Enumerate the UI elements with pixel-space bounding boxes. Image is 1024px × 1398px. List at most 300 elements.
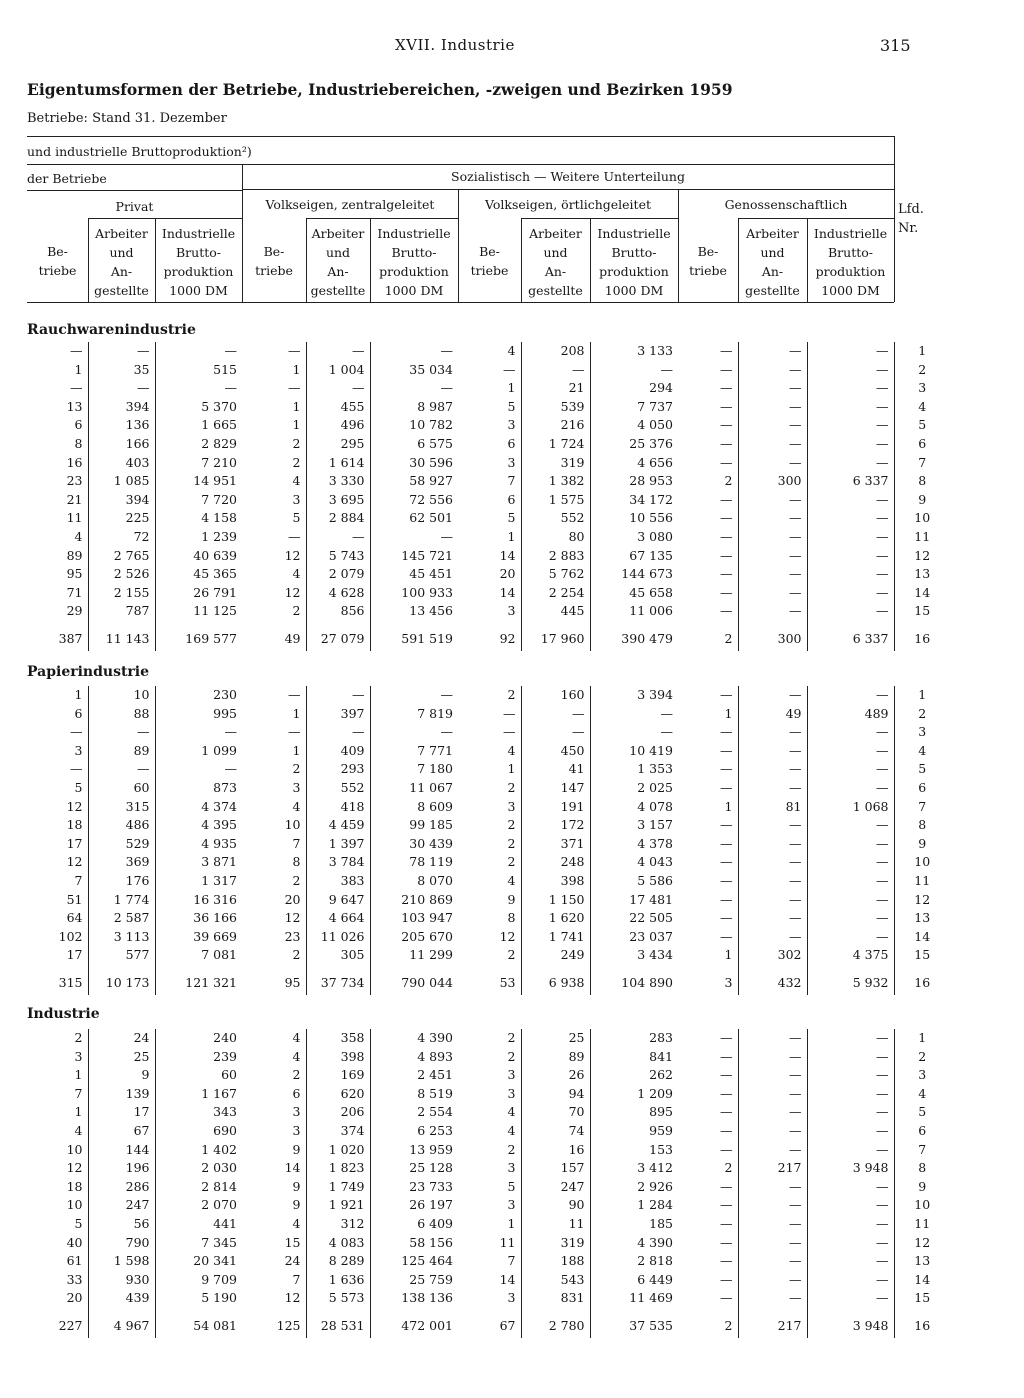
- table-cell: —: [738, 928, 807, 947]
- table-cell: 6 253: [370, 1122, 458, 1141]
- table-cell: 25 376: [590, 435, 678, 454]
- table-cell: 247: [521, 1178, 590, 1197]
- table-cell: 157: [521, 1159, 590, 1178]
- table-cell: 2: [292, 454, 301, 470]
- header-rule-3b: [242, 189, 894, 190]
- data-table-industrie: [0, 1029, 946, 1338]
- page-title: Eigentumsformen der Betriebe, Industriebereichen, -zweigen und Bezirken 1959: [27, 80, 733, 99]
- table-cell: 294: [590, 379, 678, 398]
- table-cell: 262: [590, 1066, 678, 1085]
- table-cell: 455: [306, 398, 370, 417]
- table-cell: 3 784: [306, 853, 370, 872]
- table-cell: 9 709: [155, 1271, 242, 1290]
- table-row: [0, 835, 946, 854]
- row-number-cell: 3: [894, 723, 946, 742]
- table-row: [0, 779, 946, 798]
- table-cell: —: [720, 1234, 733, 1250]
- table-cell: 895: [590, 1103, 678, 1122]
- table-cell: 11 125: [155, 602, 242, 621]
- table-cell: —: [738, 454, 807, 473]
- row-number-cell: 15: [894, 602, 946, 621]
- table-cell: 5 573: [306, 1289, 370, 1308]
- table-cell: 125 464: [370, 1252, 458, 1271]
- table-total-row: [0, 1308, 946, 1338]
- table-cell: —: [807, 723, 894, 742]
- table-cell: 37 535: [590, 1308, 678, 1338]
- row-number-cell: 2: [894, 705, 946, 724]
- table-cell: 172: [521, 816, 590, 835]
- table-cell: 3: [74, 742, 83, 758]
- table-cell: 139: [88, 1085, 155, 1104]
- table-cell: —: [720, 687, 733, 702]
- table-cell: 1: [724, 798, 733, 814]
- header-rule-top: [27, 136, 894, 137]
- table-cell: 206: [306, 1103, 370, 1122]
- table-cell: 208: [521, 342, 590, 361]
- table-cell: —: [720, 1215, 733, 1231]
- table-cell: 10: [284, 817, 301, 833]
- table-cell: —: [807, 928, 894, 947]
- table-row: [0, 379, 946, 398]
- table-cell: 5: [507, 1178, 516, 1194]
- table-row: [0, 1159, 946, 1178]
- table-cell: —: [807, 547, 894, 566]
- table-cell: 790 044: [370, 965, 458, 995]
- table-cell: —: [738, 342, 807, 361]
- table-cell: —: [738, 1196, 807, 1215]
- table-cell: 100 933: [370, 584, 458, 603]
- table-cell: 3: [507, 1085, 516, 1101]
- table-cell: 1 620: [521, 909, 590, 928]
- table-cell: —: [720, 872, 733, 888]
- row-number-cell: 13: [894, 1252, 946, 1271]
- table-row: [0, 1029, 946, 1048]
- table-cell: 12: [66, 1160, 83, 1176]
- table-cell: 102: [58, 928, 83, 944]
- table-cell: 3: [292, 491, 301, 507]
- table-cell: 398: [521, 872, 590, 891]
- table-cell: 841: [590, 1048, 678, 1067]
- table-cell: —: [288, 343, 301, 358]
- table-row: [0, 602, 946, 621]
- table-cell: 3: [507, 603, 516, 619]
- table-cell: 74: [521, 1122, 590, 1141]
- table-cell: 11: [499, 1234, 516, 1250]
- table-cell: 10: [66, 1197, 83, 1213]
- table-cell: 2: [292, 947, 301, 963]
- table-cell: 3: [74, 1048, 83, 1064]
- table-cell: —: [720, 742, 733, 758]
- row-number-cell: 6: [894, 1122, 946, 1141]
- table-cell: —: [288, 687, 301, 702]
- table-cell: 397: [306, 705, 370, 724]
- table-cell: 2: [292, 761, 301, 777]
- table-cell: —: [738, 723, 807, 742]
- table-cell: 8: [507, 910, 516, 926]
- table-total-row: [0, 965, 946, 995]
- table-cell: 12: [284, 910, 301, 926]
- table-cell: 54 081: [155, 1308, 242, 1338]
- table-cell: 169 577: [155, 621, 242, 651]
- table-cell: 3: [292, 1104, 301, 1120]
- table-cell: —: [720, 1067, 733, 1083]
- table-cell: 28 531: [306, 1308, 370, 1338]
- section-title-papier: Papierindustrie: [27, 664, 150, 680]
- table-cell: 89: [66, 547, 83, 563]
- table-cell: 4 390: [590, 1234, 678, 1253]
- table-cell: —: [306, 379, 370, 398]
- table-cell: 6: [74, 705, 83, 721]
- table-cell: 1: [292, 742, 301, 758]
- table-cell: —: [720, 910, 733, 926]
- table-cell: 4 893: [370, 1048, 458, 1067]
- table-cell: 17: [88, 1103, 155, 1122]
- table-cell: —: [720, 1104, 733, 1120]
- table-row: [0, 491, 946, 510]
- table-cell: —: [720, 1271, 733, 1287]
- table-cell: 1: [292, 417, 301, 433]
- row-number-cell: 10: [894, 853, 946, 872]
- table-cell: —: [738, 1234, 807, 1253]
- table-cell: 315: [58, 974, 83, 990]
- table-cell: 67 135: [590, 547, 678, 566]
- table-cell: 71: [66, 584, 83, 600]
- table-cell: —: [738, 779, 807, 798]
- table-cell: 552: [306, 779, 370, 798]
- table-row: [0, 1215, 946, 1234]
- table-cell: —: [738, 1271, 807, 1290]
- table-cell: 8 070: [370, 872, 458, 891]
- table-cell: 4: [292, 1215, 301, 1231]
- table-row: [0, 1234, 946, 1253]
- table-cell: —: [807, 1289, 894, 1308]
- table-cell: 4: [507, 1104, 516, 1120]
- table-cell: 40: [66, 1234, 83, 1250]
- table-cell: —: [807, 509, 894, 528]
- table-cell: 29: [66, 603, 83, 619]
- table-cell: 3 157: [590, 816, 678, 835]
- table-row: [0, 816, 946, 835]
- table-cell: —: [88, 342, 155, 361]
- table-cell: —: [738, 435, 807, 454]
- table-cell: —: [807, 1122, 894, 1141]
- table-cell: 13 456: [370, 602, 458, 621]
- row-number-cell: 10: [894, 509, 946, 528]
- table-cell: 1 665: [155, 416, 242, 435]
- table-cell: 4 656: [590, 454, 678, 473]
- table-cell: 1 167: [155, 1085, 242, 1104]
- header-lfd: Lfd.: [898, 202, 924, 217]
- table-cell: 247: [88, 1196, 155, 1215]
- table-cell: 6 938: [521, 965, 590, 995]
- table-cell: 3 434: [590, 946, 678, 965]
- table-cell: 10 419: [590, 742, 678, 761]
- table-cell: 4: [507, 742, 516, 758]
- row-number-cell: 12: [894, 891, 946, 910]
- table-cell: 210 869: [370, 891, 458, 910]
- table-cell: 14: [499, 547, 516, 563]
- table-cell: 30 596: [370, 454, 458, 473]
- table-cell: 4 083: [306, 1234, 370, 1253]
- table-cell: 35 034: [370, 361, 458, 380]
- table-cell: 36 166: [155, 909, 242, 928]
- table-cell: 6 409: [370, 1215, 458, 1234]
- col-arbeiter-oertlich: Arbeiter und An- gestellte: [528, 226, 583, 298]
- table-cell: 15: [284, 1234, 301, 1250]
- table-cell: —: [720, 928, 733, 944]
- table-cell: 144: [88, 1141, 155, 1160]
- table-cell: 217: [738, 1159, 807, 1178]
- table-cell: —: [720, 835, 733, 851]
- table-cell: 240: [155, 1029, 242, 1048]
- header-top-label: und industrielle Bruttoproduktion²): [27, 144, 252, 159]
- table-cell: —: [720, 435, 733, 451]
- table-cell: 25: [88, 1048, 155, 1067]
- table-cell: 6 449: [590, 1271, 678, 1290]
- table-cell: 3: [292, 1122, 301, 1138]
- header-rule-4b: [306, 218, 458, 219]
- table-cell: 4 374: [155, 798, 242, 817]
- table-cell: 439: [88, 1289, 155, 1308]
- table-cell: 51: [66, 891, 83, 907]
- table-cell: —: [88, 379, 155, 398]
- table-cell: 28 953: [590, 472, 678, 491]
- table-cell: 169: [306, 1066, 370, 1085]
- table-cell: —: [807, 909, 894, 928]
- table-cell: 305: [306, 946, 370, 965]
- table-cell: 489: [807, 705, 894, 724]
- table-cell: —: [738, 1178, 807, 1197]
- table-row: [0, 853, 946, 872]
- table-cell: 23: [66, 473, 83, 489]
- table-cell: 1: [74, 1067, 83, 1083]
- row-number-cell: 12: [894, 1234, 946, 1253]
- col-betriebe-genossen: Be- triebe: [689, 244, 727, 278]
- table-cell: 12: [284, 1290, 301, 1306]
- table-cell: 191: [521, 798, 590, 817]
- table-cell: —: [720, 343, 733, 358]
- table-cell: —: [738, 509, 807, 528]
- table-row: [0, 416, 946, 435]
- table-cell: —: [720, 779, 733, 795]
- table-cell: —: [155, 379, 242, 398]
- table-cell: —: [807, 342, 894, 361]
- row-number-cell: 14: [894, 1271, 946, 1290]
- running-title: XVII. Industrie: [395, 36, 515, 54]
- table-cell: —: [738, 1141, 807, 1160]
- table-cell: 95: [284, 974, 301, 990]
- table-cell: 1: [507, 761, 516, 777]
- table-cell: 3: [507, 1290, 516, 1306]
- table-row: [0, 798, 946, 817]
- table-cell: 14: [499, 1271, 516, 1287]
- table-cell: 11 006: [590, 602, 678, 621]
- table-cell: —: [370, 379, 458, 398]
- table-cell: 4 390: [370, 1029, 458, 1048]
- table-cell: 94: [521, 1085, 590, 1104]
- table-cell: 24: [284, 1253, 301, 1269]
- table-cell: 2: [507, 854, 516, 870]
- table-cell: —: [590, 361, 678, 380]
- table-cell: —: [807, 361, 894, 380]
- table-cell: 60: [155, 1066, 242, 1085]
- table-cell: 11: [521, 1215, 590, 1234]
- table-cell: 5: [507, 510, 516, 526]
- table-cell: 1 209: [590, 1085, 678, 1104]
- table-cell: 249: [521, 946, 590, 965]
- table-cell: 104 890: [590, 965, 678, 995]
- table-cell: —: [720, 566, 733, 582]
- table-cell: 2: [724, 1160, 733, 1176]
- table-cell: 2: [292, 1067, 301, 1083]
- table-cell: 37 734: [306, 965, 370, 995]
- table-cell: 2: [292, 603, 301, 619]
- table-cell: 7 771: [370, 742, 458, 761]
- table-cell: 6 337: [807, 472, 894, 491]
- table-cell: 25 128: [370, 1159, 458, 1178]
- table-cell: 2 254: [521, 584, 590, 603]
- table-cell: 1 353: [590, 760, 678, 779]
- table-cell: —: [738, 416, 807, 435]
- table-cell: 10: [66, 1141, 83, 1157]
- row-number-cell: 11: [894, 872, 946, 891]
- table-cell: 9: [88, 1066, 155, 1085]
- table-cell: 21: [66, 491, 83, 507]
- col-produktion-genossen: Industrielle Brutto- produktion 1000 DM: [813, 226, 888, 298]
- table-cell: —: [738, 742, 807, 761]
- table-cell: —: [155, 760, 242, 779]
- table-row: [0, 361, 946, 380]
- table-row: [0, 946, 946, 965]
- table-cell: 34 172: [590, 491, 678, 510]
- row-number-cell: 15: [894, 1289, 946, 1308]
- table-cell: 11 469: [590, 1289, 678, 1308]
- table-cell: 45 365: [155, 565, 242, 584]
- table-cell: —: [720, 1122, 733, 1138]
- table-cell: 12: [284, 547, 301, 563]
- table-total-row: [0, 621, 946, 651]
- table-row: [0, 435, 946, 454]
- table-cell: 300: [738, 621, 807, 651]
- row-number-cell: 5: [894, 760, 946, 779]
- table-cell: 383: [306, 872, 370, 891]
- table-cell: 14 951: [155, 472, 242, 491]
- table-cell: 445: [521, 602, 590, 621]
- table-cell: 2: [292, 872, 301, 888]
- header-rule-4c: [521, 218, 678, 219]
- header-rule-right: [894, 136, 895, 302]
- table-row: [0, 909, 946, 928]
- table-cell: 9 647: [306, 891, 370, 910]
- table-cell: 2 070: [155, 1196, 242, 1215]
- table-cell: —: [807, 1234, 894, 1253]
- table-cell: —: [720, 584, 733, 600]
- header-privat: Privat: [115, 199, 154, 214]
- table-cell: —: [720, 1197, 733, 1213]
- row-number-cell: 5: [894, 416, 946, 435]
- table-cell: 1 239: [155, 528, 242, 547]
- table-cell: 176: [88, 872, 155, 891]
- col-betriebe-privat: Be- triebe: [38, 244, 77, 278]
- table-cell: —: [738, 584, 807, 603]
- row-number-cell: 8: [894, 816, 946, 835]
- table-cell: 11 067: [370, 779, 458, 798]
- table-cell: 5: [74, 1215, 83, 1231]
- table-cell: 1 402: [155, 1141, 242, 1160]
- table-cell: 23: [284, 928, 301, 944]
- table-cell: 620: [306, 1085, 370, 1104]
- table-cell: 4 628: [306, 584, 370, 603]
- table-cell: 2 554: [370, 1103, 458, 1122]
- table-cell: 23 733: [370, 1178, 458, 1197]
- table-cell: 529: [88, 835, 155, 854]
- table-cell: 35: [88, 361, 155, 380]
- table-cell: —: [738, 491, 807, 510]
- table-cell: —: [288, 380, 301, 396]
- table-cell: —: [807, 1215, 894, 1234]
- table-cell: 125: [276, 1317, 301, 1333]
- row-number-cell: 4: [894, 1085, 946, 1104]
- table-row: [0, 398, 946, 417]
- table-cell: 21: [521, 379, 590, 398]
- table-cell: 959: [590, 1122, 678, 1141]
- table-cell: 1: [292, 398, 301, 414]
- table-cell: 1 085: [88, 472, 155, 491]
- table-cell: —: [738, 853, 807, 872]
- table-cell: 41: [521, 760, 590, 779]
- table-cell: 486: [88, 816, 155, 835]
- table-cell: 216: [521, 416, 590, 435]
- table-cell: 13 959: [370, 1141, 458, 1160]
- table-cell: 67: [88, 1122, 155, 1141]
- table-cell: —: [738, 686, 807, 705]
- table-cell: 24: [88, 1029, 155, 1048]
- row-number-cell: 12: [894, 547, 946, 566]
- table-cell: 1 317: [155, 872, 242, 891]
- table-cell: —: [720, 817, 733, 833]
- table-row: [0, 872, 946, 891]
- table-cell: 2: [724, 473, 733, 489]
- table-cell: 2 926: [590, 1178, 678, 1197]
- table-cell: 450: [521, 742, 590, 761]
- table-cell: 147: [521, 779, 590, 798]
- table-cell: 2: [724, 630, 733, 646]
- table-cell: 1: [507, 1215, 516, 1231]
- table-cell: 2 030: [155, 1159, 242, 1178]
- table-cell: 78 119: [370, 853, 458, 872]
- table-cell: —: [521, 361, 590, 380]
- header-zentral: Volkseigen, zentralgeleitet: [265, 197, 435, 212]
- table-cell: 8 289: [306, 1252, 370, 1271]
- table-cell: 27 079: [306, 621, 370, 651]
- section-title-industrie: Industrie: [27, 1006, 100, 1022]
- table-row: [0, 723, 946, 742]
- table-cell: 88: [88, 705, 155, 724]
- table-cell: —: [807, 379, 894, 398]
- section-title-rauchwaren: Rauchwarenindustrie: [27, 322, 196, 338]
- table-cell: 790: [88, 1234, 155, 1253]
- table-cell: 3: [507, 798, 516, 814]
- table-cell: 16 316: [155, 891, 242, 910]
- row-number-cell: 10: [894, 1196, 946, 1215]
- table-cell: 3 871: [155, 853, 242, 872]
- table-cell: —: [70, 380, 83, 396]
- table-cell: 4 395: [155, 816, 242, 835]
- table-cell: 39 669: [155, 928, 242, 947]
- row-number-cell: 9: [894, 491, 946, 510]
- table-cell: —: [738, 602, 807, 621]
- row-number-cell: 13: [894, 909, 946, 928]
